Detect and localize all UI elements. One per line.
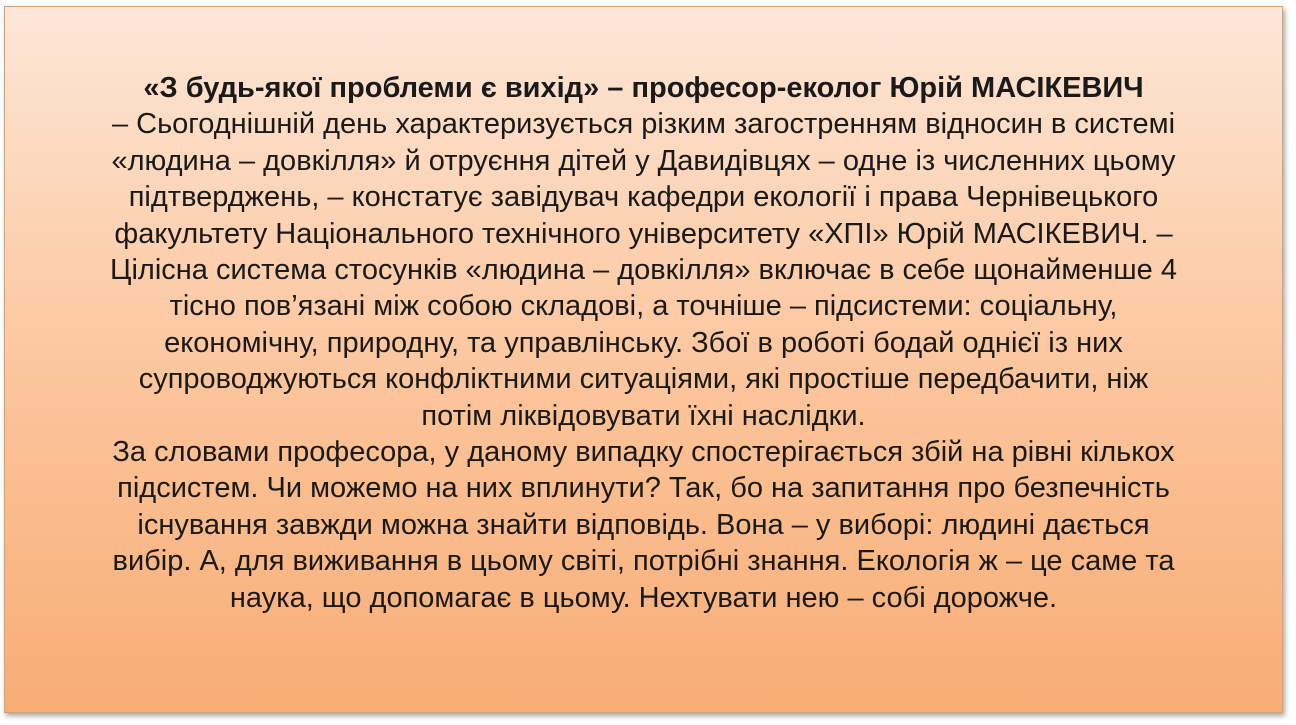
body-line-11: підсистем. Чи можемо на них вплинути? Так, бо на запитання про безпечність (117, 472, 1170, 505)
body-line-3: підтверджень, – констатує завідувач кафедри екології і права Чернівецького (128, 181, 1159, 214)
body-line-6: тісно пов’язані між собою складові, а точніше – підсистеми: соціальну, (169, 290, 1118, 323)
body-line-1: – Сьогоднішній день характеризується різким загостренням відносин в системі (111, 108, 1176, 141)
body-line-9: потім ліквідовувати їхні наслідки. (421, 399, 866, 432)
body-line-12: існування завжди можна знайти відповідь. Вона – у виборі: людині дається (137, 508, 1150, 541)
body-line-4: факультету Національного технічного університету «ХПІ» Юрій МАСІКЕВИЧ. – (114, 217, 1173, 250)
slide-text (19, 70, 1268, 616)
slide-title: «З будь-якої проблеми є вихід» – професор-еколог Юрій МАСІКЕВИЧ (143, 72, 1144, 104)
body-line-10: За словами професора, у даному випадку спостерігається збій на рівні кількох (112, 436, 1175, 469)
body-line-7: економічну, природну, та управлінську. Збої в роботі бодай однієї із них (164, 326, 1123, 359)
body-line-13: вибір. А, для виживання в цьому світі, потрібні знання. Екологія ж – це саме та (112, 545, 1175, 578)
body-line-8: супроводжуються конфліктними ситуаціями, які простіше передбачити, ніж (138, 363, 1149, 396)
body-line-2: «людина – довкілля» й отруєння дітей у Давидівцях – одне із численних цьому (111, 144, 1176, 177)
body-line-14: наука, що допомагає в цьому. Нехтувати нею – собі дорожче. (229, 581, 1058, 614)
body-line-5: Цілісна система стосунків «людина – довкілля» включає в себе щонайменше 4 (110, 254, 1177, 287)
slide-text-box (4, 6, 1283, 713)
